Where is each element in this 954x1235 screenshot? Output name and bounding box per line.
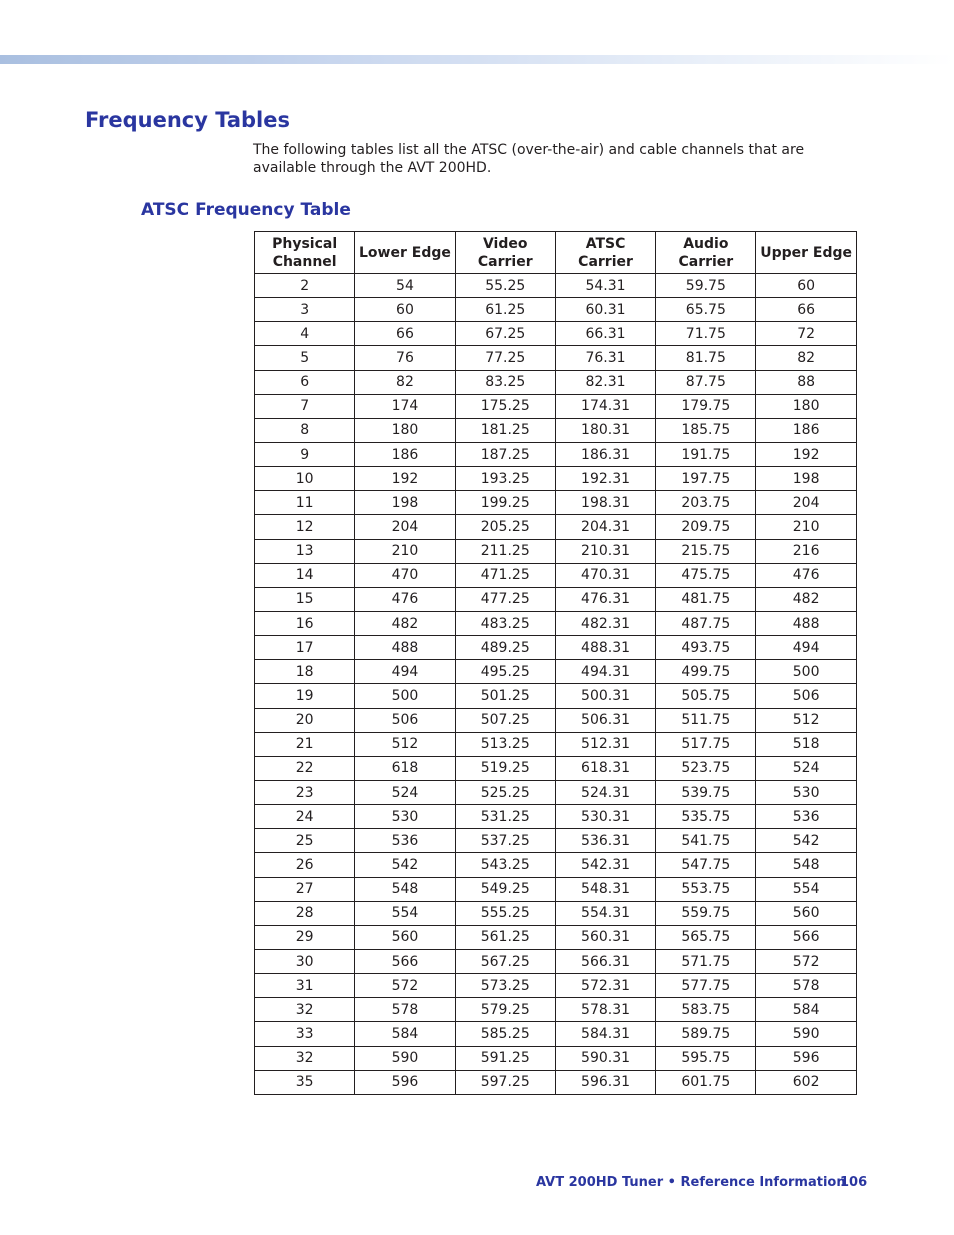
cell-upper-edge: 590 — [756, 1022, 856, 1046]
cell-audio-carrier: 589.75 — [656, 1022, 756, 1046]
cell-physical-channel: 4 — [255, 322, 355, 346]
table-row — [255, 346, 857, 370]
header-video-carrier — [455, 232, 555, 274]
cell-lower-edge: 76 — [355, 346, 455, 370]
header-line: Carrier — [678, 253, 734, 270]
table-row — [255, 298, 857, 322]
header-lower-edge — [355, 232, 455, 274]
cell-audio-carrier: 601.75 — [656, 1070, 756, 1094]
cell-atsc-carrier: 536.31 — [555, 829, 655, 853]
cell-physical-channel: 32 — [255, 1046, 355, 1070]
cell-atsc-carrier: 494.31 — [555, 660, 655, 684]
cell-atsc-carrier: 500.31 — [555, 684, 655, 708]
cell-audio-carrier: 517.75 — [656, 732, 756, 756]
cell-physical-channel: 15 — [255, 587, 355, 611]
header-line: Video — [482, 235, 528, 252]
cell-video-carrier: 531.25 — [455, 805, 555, 829]
header-line: Carrier — [578, 253, 633, 270]
cell-physical-channel: 7 — [255, 394, 355, 418]
cell-audio-carrier: 583.75 — [656, 998, 756, 1022]
cell-video-carrier: 591.25 — [455, 1046, 555, 1070]
cell-audio-carrier: 209.75 — [656, 515, 756, 539]
table-row — [255, 853, 857, 877]
cell-lower-edge: 530 — [355, 805, 455, 829]
table-row — [255, 660, 857, 684]
cell-lower-edge: 204 — [355, 515, 455, 539]
cell-video-carrier: 175.25 — [455, 394, 555, 418]
cell-atsc-carrier: 180.31 — [555, 418, 655, 442]
cell-video-carrier: 211.25 — [455, 539, 555, 563]
table-row — [255, 370, 857, 394]
cell-atsc-carrier: 204.31 — [555, 515, 655, 539]
cell-upper-edge: 500 — [756, 660, 856, 684]
cell-upper-edge: 198 — [756, 467, 856, 491]
table-row — [255, 563, 857, 587]
table-row — [255, 974, 857, 998]
cell-physical-channel: 23 — [255, 780, 355, 804]
cell-upper-edge: 578 — [756, 974, 856, 998]
cell-upper-edge: 180 — [756, 394, 856, 418]
page-footer — [536, 1175, 868, 1190]
cell-audio-carrier: 511.75 — [656, 708, 756, 732]
cell-physical-channel: 33 — [255, 1022, 355, 1046]
cell-video-carrier: 495.25 — [455, 660, 555, 684]
cell-upper-edge: 192 — [756, 442, 856, 466]
table-row — [255, 274, 857, 298]
cell-lower-edge: 584 — [355, 1022, 455, 1046]
cell-upper-edge: 584 — [756, 998, 856, 1022]
cell-audio-carrier: 547.75 — [656, 853, 756, 877]
cell-upper-edge: 524 — [756, 756, 856, 780]
cell-atsc-carrier: 560.31 — [555, 925, 655, 949]
cell-audio-carrier: 215.75 — [656, 539, 756, 563]
cell-upper-edge: 530 — [756, 780, 856, 804]
cell-upper-edge: 476 — [756, 563, 856, 587]
cell-atsc-carrier: 54.31 — [555, 274, 655, 298]
cell-upper-edge: 482 — [756, 587, 856, 611]
cell-audio-carrier: 595.75 — [656, 1046, 756, 1070]
cell-physical-channel: 14 — [255, 563, 355, 587]
cell-upper-edge: 186 — [756, 418, 856, 442]
cell-atsc-carrier: 192.31 — [555, 467, 655, 491]
cell-audio-carrier: 571.75 — [656, 949, 756, 973]
cell-audio-carrier: 197.75 — [656, 467, 756, 491]
cell-lower-edge: 60 — [355, 298, 455, 322]
cell-lower-edge: 560 — [355, 925, 455, 949]
cell-video-carrier: 205.25 — [455, 515, 555, 539]
cell-atsc-carrier: 572.31 — [555, 974, 655, 998]
cell-upper-edge: 572 — [756, 949, 856, 973]
cell-physical-channel: 11 — [255, 491, 355, 515]
cell-lower-edge: 566 — [355, 949, 455, 973]
cell-audio-carrier: 475.75 — [656, 563, 756, 587]
cell-physical-channel: 18 — [255, 660, 355, 684]
cell-upper-edge: 512 — [756, 708, 856, 732]
cell-video-carrier: 567.25 — [455, 949, 555, 973]
cell-physical-channel: 25 — [255, 829, 355, 853]
cell-upper-edge: 72 — [756, 322, 856, 346]
cell-physical-channel: 27 — [255, 877, 355, 901]
cell-lower-edge: 536 — [355, 829, 455, 853]
cell-audio-carrier: 559.75 — [656, 901, 756, 925]
cell-physical-channel: 12 — [255, 515, 355, 539]
cell-video-carrier: 77.25 — [455, 346, 555, 370]
cell-atsc-carrier: 590.31 — [555, 1046, 655, 1070]
cell-video-carrier: 579.25 — [455, 998, 555, 1022]
table-row — [255, 587, 857, 611]
cell-physical-channel: 32 — [255, 998, 355, 1022]
cell-video-carrier: 471.25 — [455, 563, 555, 587]
table-row — [255, 708, 857, 732]
cell-audio-carrier: 553.75 — [656, 877, 756, 901]
cell-physical-channel: 8 — [255, 418, 355, 442]
table-row — [255, 394, 857, 418]
cell-physical-channel: 31 — [255, 974, 355, 998]
cell-upper-edge: 494 — [756, 636, 856, 660]
table-row — [255, 467, 857, 491]
cell-audio-carrier: 59.75 — [656, 274, 756, 298]
cell-lower-edge: 66 — [355, 322, 455, 346]
cell-video-carrier: 507.25 — [455, 708, 555, 732]
cell-video-carrier: 477.25 — [455, 587, 555, 611]
cell-physical-channel: 30 — [255, 949, 355, 973]
header-line: Physical — [272, 235, 338, 252]
cell-upper-edge: 216 — [756, 539, 856, 563]
cell-lower-edge: 488 — [355, 636, 455, 660]
cell-lower-edge: 618 — [355, 756, 455, 780]
cell-lower-edge: 554 — [355, 901, 455, 925]
cell-audio-carrier: 203.75 — [656, 491, 756, 515]
cell-atsc-carrier: 60.31 — [555, 298, 655, 322]
cell-atsc-carrier: 82.31 — [555, 370, 655, 394]
cell-upper-edge: 210 — [756, 515, 856, 539]
cell-lower-edge: 524 — [355, 780, 455, 804]
cell-atsc-carrier: 210.31 — [555, 539, 655, 563]
header-physical-channel — [255, 232, 355, 274]
cell-audio-carrier: 87.75 — [656, 370, 756, 394]
cell-lower-edge: 210 — [355, 539, 455, 563]
header-gradient-bar — [0, 55, 954, 64]
cell-video-carrier: 67.25 — [455, 322, 555, 346]
cell-atsc-carrier: 618.31 — [555, 756, 655, 780]
cell-atsc-carrier: 66.31 — [555, 322, 655, 346]
cell-audio-carrier: 185.75 — [656, 418, 756, 442]
table-row — [255, 756, 857, 780]
cell-lower-edge: 54 — [355, 274, 455, 298]
cell-audio-carrier: 191.75 — [656, 442, 756, 466]
cell-lower-edge: 548 — [355, 877, 455, 901]
cell-physical-channel: 35 — [255, 1070, 355, 1094]
cell-video-carrier: 555.25 — [455, 901, 555, 925]
cell-lower-edge: 512 — [355, 732, 455, 756]
cell-lower-edge: 506 — [355, 708, 455, 732]
table-row — [255, 901, 857, 925]
cell-atsc-carrier: 566.31 — [555, 949, 655, 973]
cell-video-carrier: 193.25 — [455, 467, 555, 491]
cell-audio-carrier: 179.75 — [656, 394, 756, 418]
header-line: ATSC — [585, 235, 626, 252]
footer-text: AVT 200HD Tuner • Reference Information — [536, 1175, 846, 1190]
cell-upper-edge: 204 — [756, 491, 856, 515]
cell-physical-channel: 10 — [255, 467, 355, 491]
header-line: Audio — [683, 235, 729, 252]
header-atsc-carrier — [555, 232, 655, 274]
table-row — [255, 780, 857, 804]
cell-audio-carrier: 65.75 — [656, 298, 756, 322]
cell-audio-carrier: 493.75 — [656, 636, 756, 660]
cell-audio-carrier: 541.75 — [656, 829, 756, 853]
table-row — [255, 442, 857, 466]
cell-video-carrier: 543.25 — [455, 853, 555, 877]
cell-video-carrier: 537.25 — [455, 829, 555, 853]
table-row — [255, 491, 857, 515]
cell-video-carrier: 489.25 — [455, 636, 555, 660]
cell-physical-channel: 3 — [255, 298, 355, 322]
page-title: Frequency Tables — [85, 108, 290, 132]
cell-upper-edge: 560 — [756, 901, 856, 925]
cell-video-carrier: 513.25 — [455, 732, 555, 756]
cell-upper-edge: 554 — [756, 877, 856, 901]
header-audio-carrier — [656, 232, 756, 274]
table-row — [255, 611, 857, 635]
cell-video-carrier: 585.25 — [455, 1022, 555, 1046]
cell-physical-channel: 13 — [255, 539, 355, 563]
cell-physical-channel: 2 — [255, 274, 355, 298]
cell-lower-edge: 572 — [355, 974, 455, 998]
cell-upper-edge: 66 — [756, 298, 856, 322]
cell-lower-edge: 578 — [355, 998, 455, 1022]
cell-lower-edge: 482 — [355, 611, 455, 635]
cell-upper-edge: 488 — [756, 611, 856, 635]
cell-atsc-carrier: 482.31 — [555, 611, 655, 635]
cell-video-carrier: 525.25 — [455, 780, 555, 804]
intro-paragraph: The following tables list all the ATSC (over-the-air) and cable channels that are available through the AVT 200HD. — [253, 142, 805, 176]
cell-lower-edge: 500 — [355, 684, 455, 708]
cell-lower-edge: 476 — [355, 587, 455, 611]
cell-upper-edge: 536 — [756, 805, 856, 829]
cell-audio-carrier: 505.75 — [656, 684, 756, 708]
cell-physical-channel: 17 — [255, 636, 355, 660]
table-row — [255, 805, 857, 829]
cell-video-carrier: 561.25 — [455, 925, 555, 949]
cell-lower-edge: 198 — [355, 491, 455, 515]
table-row — [255, 418, 857, 442]
table-row — [255, 829, 857, 853]
header-line: Upper Edge — [760, 244, 853, 261]
header-line: Channel — [272, 253, 337, 270]
cell-audio-carrier: 81.75 — [656, 346, 756, 370]
table-row — [255, 684, 857, 708]
table-row — [255, 1070, 857, 1094]
cell-atsc-carrier: 488.31 — [555, 636, 655, 660]
cell-video-carrier: 597.25 — [455, 1070, 555, 1094]
cell-audio-carrier: 535.75 — [656, 805, 756, 829]
header-upper-edge — [756, 232, 856, 274]
cell-atsc-carrier: 506.31 — [555, 708, 655, 732]
header-line: Carrier — [477, 253, 533, 270]
cell-video-carrier: 187.25 — [455, 442, 555, 466]
cell-upper-edge: 542 — [756, 829, 856, 853]
table-row — [255, 1022, 857, 1046]
cell-physical-channel: 21 — [255, 732, 355, 756]
cell-upper-edge: 602 — [756, 1070, 856, 1094]
cell-video-carrier: 61.25 — [455, 298, 555, 322]
cell-upper-edge: 548 — [756, 853, 856, 877]
cell-atsc-carrier: 530.31 — [555, 805, 655, 829]
cell-upper-edge: 506 — [756, 684, 856, 708]
cell-atsc-carrier: 542.31 — [555, 853, 655, 877]
table-row — [255, 925, 857, 949]
cell-physical-channel: 5 — [255, 346, 355, 370]
cell-physical-channel: 20 — [255, 708, 355, 732]
cell-upper-edge: 60 — [756, 274, 856, 298]
table-row — [255, 1046, 857, 1070]
cell-video-carrier: 181.25 — [455, 418, 555, 442]
table-row — [255, 322, 857, 346]
cell-physical-channel: 9 — [255, 442, 355, 466]
table-row — [255, 636, 857, 660]
cell-audio-carrier: 487.75 — [656, 611, 756, 635]
table-row — [255, 877, 857, 901]
cell-video-carrier: 483.25 — [455, 611, 555, 635]
cell-physical-channel: 6 — [255, 370, 355, 394]
cell-audio-carrier: 539.75 — [656, 780, 756, 804]
cell-atsc-carrier: 198.31 — [555, 491, 655, 515]
cell-atsc-carrier: 174.31 — [555, 394, 655, 418]
table-header-row — [255, 232, 857, 274]
cell-video-carrier: 55.25 — [455, 274, 555, 298]
cell-audio-carrier: 481.75 — [656, 587, 756, 611]
atsc-frequency-table — [254, 231, 857, 1095]
cell-lower-edge: 174 — [355, 394, 455, 418]
cell-physical-channel: 28 — [255, 901, 355, 925]
table-row — [255, 949, 857, 973]
cell-audio-carrier: 71.75 — [656, 322, 756, 346]
cell-audio-carrier: 565.75 — [656, 925, 756, 949]
cell-upper-edge: 518 — [756, 732, 856, 756]
table-row — [255, 515, 857, 539]
cell-atsc-carrier: 470.31 — [555, 563, 655, 587]
cell-lower-edge: 542 — [355, 853, 455, 877]
cell-lower-edge: 590 — [355, 1046, 455, 1070]
cell-lower-edge: 494 — [355, 660, 455, 684]
cell-physical-channel: 29 — [255, 925, 355, 949]
cell-video-carrier: 573.25 — [455, 974, 555, 998]
cell-lower-edge: 180 — [355, 418, 455, 442]
cell-atsc-carrier: 554.31 — [555, 901, 655, 925]
cell-atsc-carrier: 512.31 — [555, 732, 655, 756]
cell-physical-channel: 26 — [255, 853, 355, 877]
cell-atsc-carrier: 76.31 — [555, 346, 655, 370]
cell-atsc-carrier: 548.31 — [555, 877, 655, 901]
cell-physical-channel: 24 — [255, 805, 355, 829]
cell-atsc-carrier: 524.31 — [555, 780, 655, 804]
header-line: Lower Edge — [359, 244, 451, 261]
cell-upper-edge: 88 — [756, 370, 856, 394]
cell-atsc-carrier: 186.31 — [555, 442, 655, 466]
table-row — [255, 998, 857, 1022]
cell-upper-edge: 596 — [756, 1046, 856, 1070]
cell-lower-edge: 192 — [355, 467, 455, 491]
cell-upper-edge: 82 — [756, 346, 856, 370]
table-row — [255, 539, 857, 563]
cell-audio-carrier: 523.75 — [656, 756, 756, 780]
cell-audio-carrier: 499.75 — [656, 660, 756, 684]
cell-audio-carrier: 577.75 — [656, 974, 756, 998]
cell-physical-channel: 19 — [255, 684, 355, 708]
section-title: ATSC Frequency Table — [141, 200, 351, 220]
cell-physical-channel: 16 — [255, 611, 355, 635]
cell-video-carrier: 199.25 — [455, 491, 555, 515]
cell-video-carrier: 549.25 — [455, 877, 555, 901]
cell-lower-edge: 470 — [355, 563, 455, 587]
cell-lower-edge: 82 — [355, 370, 455, 394]
cell-lower-edge: 186 — [355, 442, 455, 466]
cell-atsc-carrier: 584.31 — [555, 1022, 655, 1046]
page-number: 106 — [840, 1175, 868, 1190]
cell-video-carrier: 501.25 — [455, 684, 555, 708]
cell-atsc-carrier: 578.31 — [555, 998, 655, 1022]
cell-video-carrier: 83.25 — [455, 370, 555, 394]
cell-atsc-carrier: 596.31 — [555, 1070, 655, 1094]
cell-lower-edge: 596 — [355, 1070, 455, 1094]
cell-atsc-carrier: 476.31 — [555, 587, 655, 611]
table-body — [255, 274, 857, 1095]
table-row — [255, 732, 857, 756]
cell-video-carrier: 519.25 — [455, 756, 555, 780]
cell-upper-edge: 566 — [756, 925, 856, 949]
cell-physical-channel: 22 — [255, 756, 355, 780]
